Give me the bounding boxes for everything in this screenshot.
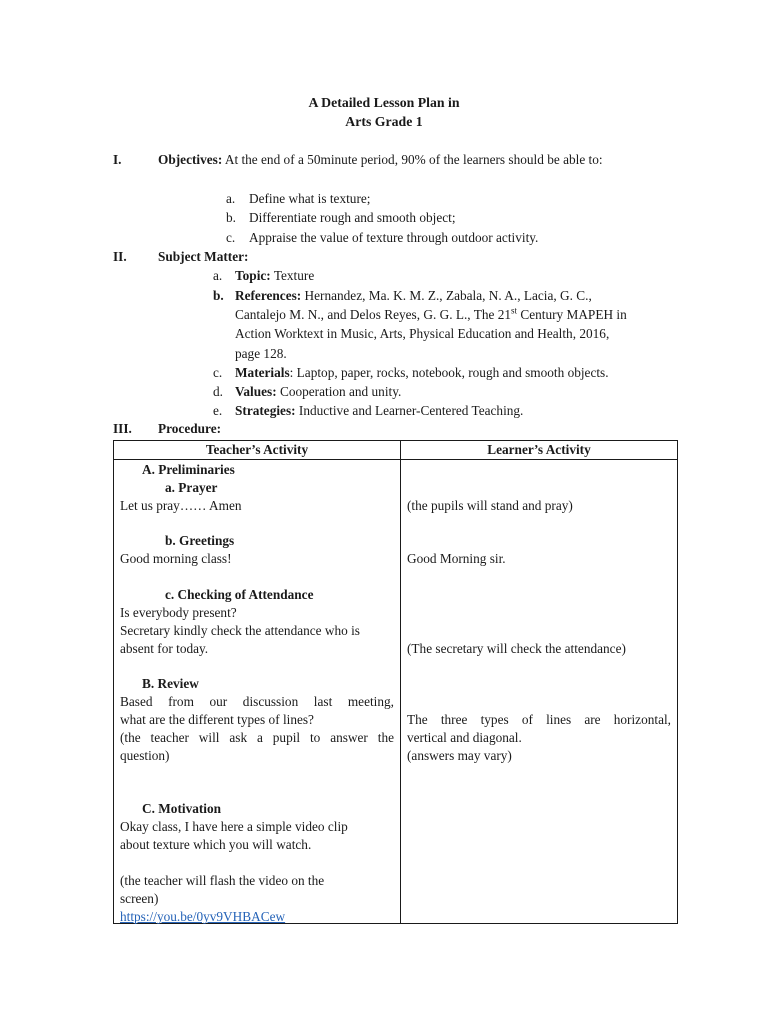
learner-activity-cell <box>401 460 678 924</box>
topic-letter: a. <box>213 268 223 283</box>
objectives-line <box>158 151 603 169</box>
references-text-2b: Century MAPEH in <box>517 307 627 322</box>
learner-attendance-text: (The secretary will check the attendance) <box>407 641 626 656</box>
materials-letter: c. <box>213 365 223 380</box>
learner-greeting-text: Good Morning sir. <box>407 551 506 566</box>
review-text-2: what are the different types of lines? <box>120 712 314 727</box>
learner-prayer-text: (the pupils will stand and pray) <box>407 498 573 513</box>
teacher-activity-header: Teacher’s Activity <box>114 441 401 460</box>
subject-matter-label: Subject Matter: <box>158 249 249 264</box>
procedure-table <box>113 440 678 924</box>
references-superscript: st <box>511 305 518 316</box>
preliminaries-heading: A. Preliminaries <box>142 462 235 477</box>
document-title: A Detailed Lesson Plan in <box>308 95 460 110</box>
references-text-2a: Cantalejo M. N., and Delos Reyes, G. G. L., The 21 <box>235 307 511 322</box>
materials-line <box>235 364 609 382</box>
table-row <box>114 460 678 924</box>
video-link-container <box>120 908 285 926</box>
objective-letter-a: a. <box>226 191 236 206</box>
materials-text: : Laptop, paper, rocks, notebook, rough and smooth objects. <box>289 365 609 380</box>
video-link[interactable]: https://you.be/0yv9VHBACew <box>120 909 286 924</box>
objective-item-c: Appraise the value of texture through outdoor activity. <box>249 230 539 245</box>
learner-review-text-3: (answers may vary) <box>407 748 512 763</box>
strategies-line <box>235 402 523 420</box>
topic-line <box>235 267 314 285</box>
table-header-row <box>114 441 678 460</box>
section-number-objectives: I. <box>113 152 122 167</box>
review-text-4: question) <box>120 748 170 763</box>
references-letter: b. <box>213 288 224 303</box>
attendance-instruction-2: absent for today. <box>120 641 209 656</box>
attendance-question: Is everybody present? <box>120 605 237 620</box>
motivation-text-1: Okay class, I have here a simple video clip <box>120 819 348 834</box>
references-text-1: Hernandez, Ma. K. M. Z., Zabala, N. A., Lacia, G. C., <box>304 288 592 303</box>
greetings-text: Good morning class! <box>120 551 232 566</box>
topic-label: Topic: <box>235 268 271 283</box>
prayer-text: Let us pray…… Amen <box>120 498 242 513</box>
objective-letter-b: b. <box>226 210 236 225</box>
values-text: Cooperation and unity. <box>279 384 402 399</box>
motivation-text-2: about texture which you will watch. <box>120 837 312 852</box>
values-label: Values: <box>235 384 277 399</box>
review-heading: B. Review <box>142 676 199 691</box>
flash-video-text-1: (the teacher will flash the video on the <box>120 873 325 888</box>
review-text-3: (the teacher will ask a pupil to answer the <box>120 730 394 745</box>
objectives-intro: At the end of a 50minute period, 90% of the learners should be able to: <box>224 152 603 167</box>
references-line-3: Action Worktext in Music, Arts, Physical Education and Health, 2016, <box>235 326 610 341</box>
learner-review-text-1: The three types of lines are horizontal, <box>407 712 671 727</box>
flash-video-text-2: screen) <box>120 891 159 906</box>
attendance-instruction-1: Secretary kindly check the attendance who is <box>120 623 360 638</box>
learner-activity-header: Learner’s Activity <box>401 441 678 460</box>
strategies-letter: e. <box>213 403 223 418</box>
references-line-1 <box>235 287 592 305</box>
references-label: References: <box>235 288 302 303</box>
document-subtitle: Arts Grade 1 <box>345 114 423 129</box>
teacher-activity-cell <box>114 460 401 924</box>
materials-label: Materials <box>235 365 290 380</box>
objectives-label: Objectives: <box>158 152 223 167</box>
attendance-heading: c. Checking of Attendance <box>165 587 314 602</box>
objective-item-a: Define what is texture; <box>249 191 371 206</box>
motivation-heading: C. Motivation <box>142 801 222 816</box>
procedure-label: Procedure: <box>158 421 222 436</box>
topic-text: Texture <box>273 268 315 283</box>
review-text-1: Based from our discussion last meeting, <box>120 694 394 709</box>
references-line-2 <box>235 306 627 324</box>
values-line <box>235 383 401 401</box>
values-letter: d. <box>213 384 223 399</box>
strategies-text: Inductive and Learner-Centered Teaching. <box>298 403 524 418</box>
learner-review-text-2: vertical and diagonal. <box>407 730 522 745</box>
greetings-heading: b. Greetings <box>165 533 235 548</box>
objective-item-b: Differentiate rough and smooth object; <box>249 210 456 225</box>
prayer-heading: a. Prayer <box>165 480 218 495</box>
objective-letter-c: c. <box>226 230 236 245</box>
section-number-procedure: III. <box>113 421 132 436</box>
strategies-label: Strategies: <box>235 403 296 418</box>
references-line-4: page 128. <box>235 346 287 361</box>
section-number-subject: II. <box>113 249 127 264</box>
